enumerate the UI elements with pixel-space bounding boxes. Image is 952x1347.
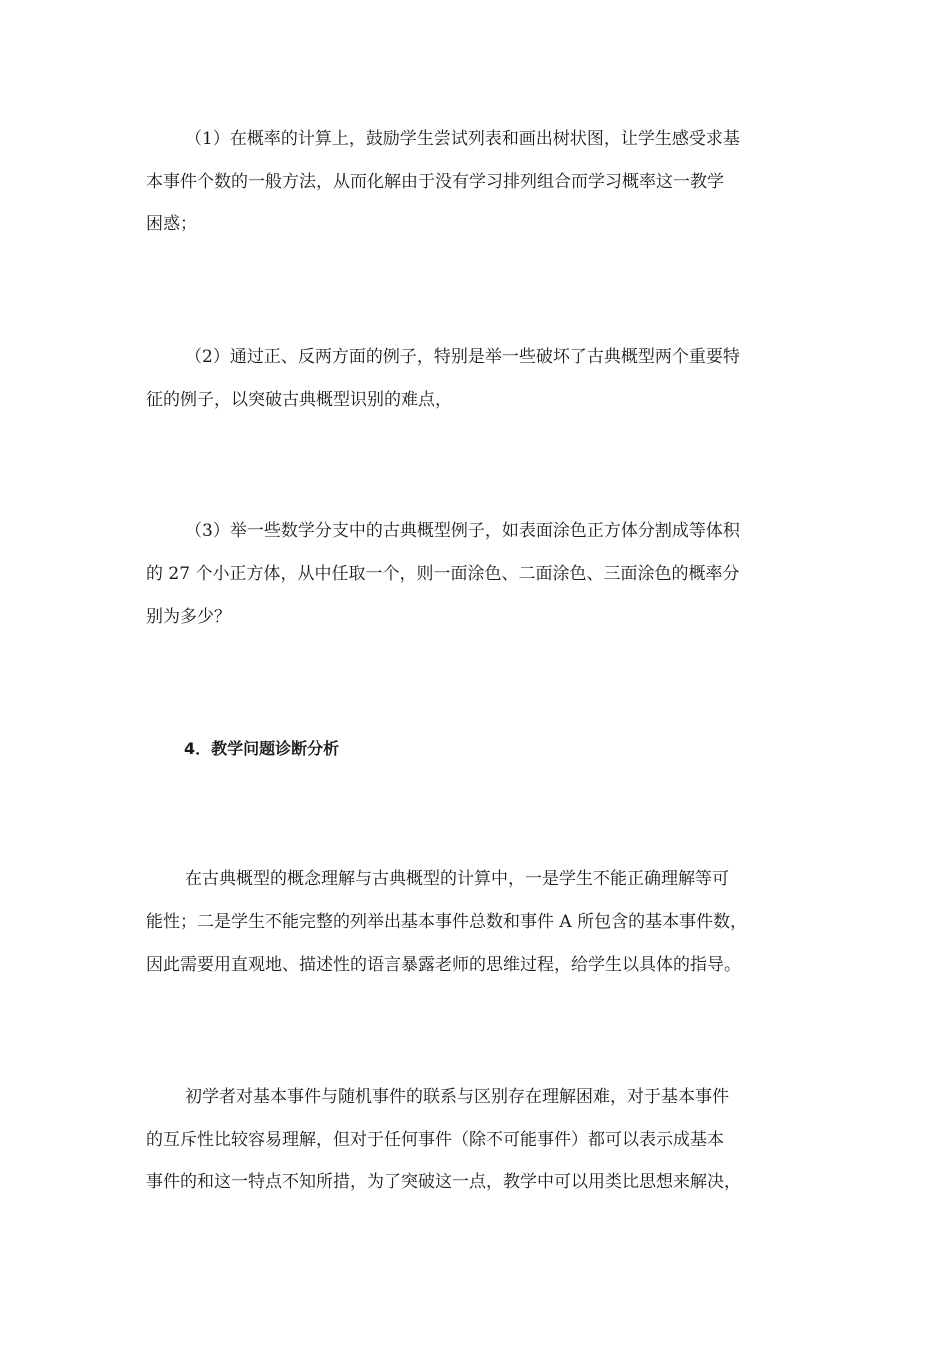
paragraph-line: 因此需要用直观地、描述性的语言暴露老师的思维过程，给学生以具体的指导。 (146, 955, 741, 975)
paragraph-line: 的互斥性比较容易理解，但对于任何事件（除不可能事件）都可以表示成基本 (146, 1130, 724, 1150)
paragraph-line: 别为多少？ (146, 607, 231, 627)
paragraph-line: （3）举一些数学分支中的古典概型例子，如表面涂色正方体分割成等体积 (185, 521, 740, 541)
paragraph-line: 困惑； (146, 214, 197, 234)
paragraph-line: （2）通过正、反两方面的例子，特别是举一些破坏了古典概型两个重要特 (185, 347, 740, 367)
paragraph-line: （1）在概率的计算上，鼓励学生尝试列表和画出树状图，让学生感受求基 (185, 129, 740, 149)
paragraph-line: 本事件个数的一般方法，从而化解由于没有学习排列组合而学习概率这一教学 (146, 172, 724, 192)
paragraph-line: 能性；二是学生不能完整的列举出基本事件总数和事件 A 所包含的基本事件数， (146, 912, 748, 932)
paragraph-line: 的 27 个小正方体，从中任取一个，则一面涂色、二面涂色、三面涂色的概率分 (146, 564, 740, 584)
paragraph-line: 在古典概型的概念理解与古典概型的计算中，一是学生不能正确理解等可 (185, 869, 729, 889)
paragraph-line: 事件的和这一特点不知所措，为了突破这一点，教学中可以用类比思想来解决， (146, 1172, 741, 1192)
paragraph-line: 初学者对基本事件与随机事件的联系与区别存在理解困难，对于基本事件 (185, 1087, 729, 1107)
paragraph-line: 征的例子，以突破古典概型识别的难点， (146, 390, 452, 410)
section-heading: 4．教学问题诊断分析 (184, 739, 340, 758)
